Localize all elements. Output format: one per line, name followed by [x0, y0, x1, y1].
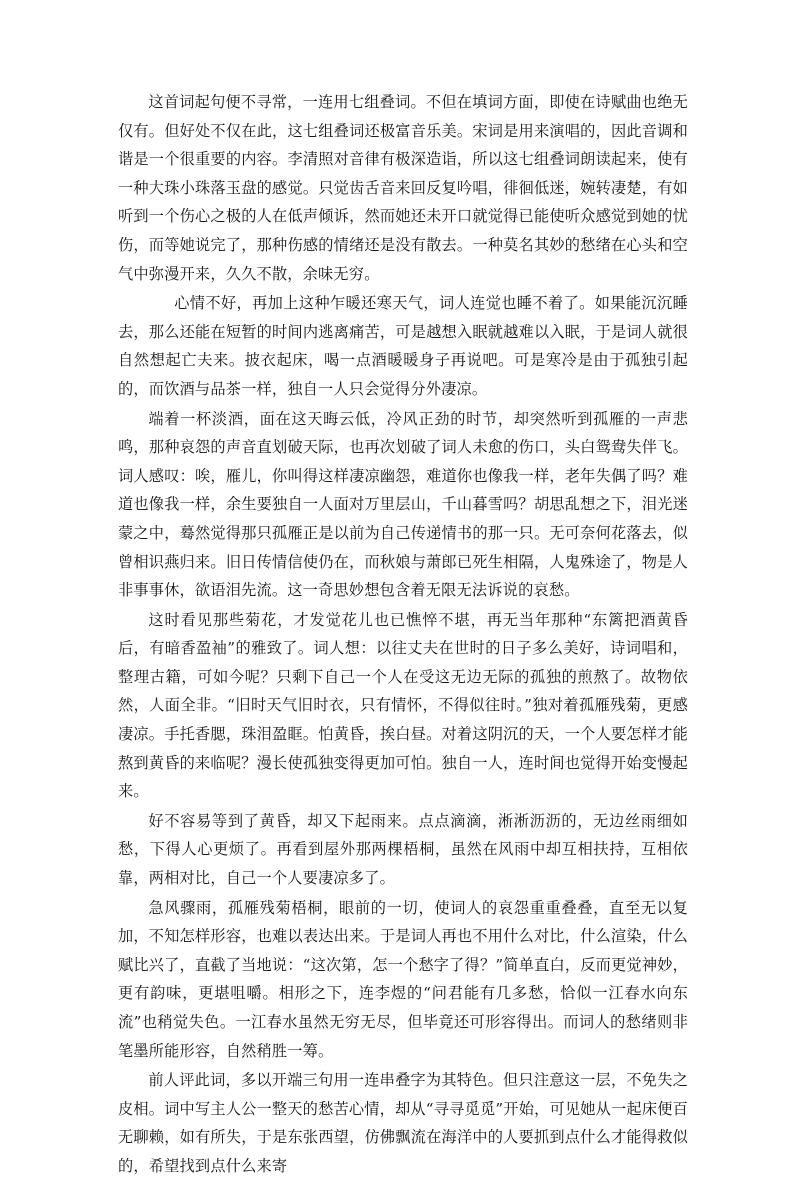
paragraph-5: 好不容易等到了黄昏，却又下起雨来。点点滴滴，淅淅沥沥的，无边丝雨细如愁，下得人心更烦了。再看到屋外那两棵梧桐，虽然在风雨中却互相扶持，互相依靠，两相对比，自己一个人要凄凉多了。 [118, 811, 688, 888]
paragraph-1: 这首词起句便不寻常，一连用七组叠词。不但在填词方面，即使在诗赋曲也绝无仅有。但好处不仅在此，这七组叠词还极富音乐美。宋词是用来演唱的，因此音调和谐是一个很重要的内容。李清照对音律有极深造诣，所以这七组叠词朗读起来，使有一种大珠小珠落玉盘的感觉。只觉齿舌音来回反复吟唱，徘徊低迷，婉转凄楚，有如听到一个伤心之极的人在低声倾诉，然而她还未开口就觉得已能使听众感觉到她的忧伤，而等她说完了，那种伤感的情绪还是没有散去。一种莫名其妙的愁绪在心头和空气中弥漫开来，久久不散，余味无穷。 [118, 93, 688, 283]
paragraph-7: 前人评此词，多以开端三句用一连串叠字为其特色。但只注意这一层，不免失之皮相。词中写主人公一整天的愁苦心情，却从“寻寻觅觅”开始，可见她从一起床便百无聊赖，如有所失，于是东张西望，仿佛飘流在海洋中的人要抓到点什么才能得救似的，希望找到点什么来寄 [118, 1071, 688, 1175]
paragraph-2: 心情不好，再加上这种乍暖还寒天气，词人连觉也睡不着了。如果能沉沉睡去，那么还能在短暂的时间内逃离痛苦，可是越想入眠就越难以入眠，于是词人就很自然想起亡夫来。披衣起床，喝一点酒暖暖身子再说吧。可是寒冷是由于孤独引起的，而饮酒与品茶一样，独自一人只会觉得分外凄凉。 [118, 294, 688, 398]
paragraph-4: 这时看见那些菊花，才发觉花儿也已憔悴不堪，再无当年那种“东篱把酒黄昏后，有暗香盈袖”的雅致了。词人想：以往丈夫在世时的日子多么美好，诗词唱和，整理古籍，可如今呢？只剩下自己一个人在受这无边无际的孤独的煎熬了。故物依然，人面全非。“旧时天气旧时衣，只有情怀，不得似往时。”独对着孤雁残菊，更感凄凉。手托香腮，珠泪盈眶。怕黄昏，挨白昼。对着这阴沉的天，一个人要怎样才能熬到黄昏的来临呢？漫长使孤独变得更加可怕。独自一人，连时间也觉得开始变慢起来。 [118, 610, 688, 801]
paragraph-3: 端着一杯淡酒，面在这天晦云低，冷风正劲的时节，却突然听到孤雁的一声悲鸣，那种哀怨的声音直划破天际，也再次划破了词人未愈的伤口，头白鸳鸯失伴飞。词人感叹：唉，雁儿，你叫得这样凄凉幽怨，难道你也像我一样，老年失偶了吗？难道也像我一样，余生要独自一人面对万里层山，千山暮雪吗？胡思乱想之下，泪光迷蒙之中，蓦然觉得那只孤雁正是以前为自己传递情书的那一只。无可奈何花落去，似曾相识燕归来。旧日传情信使仍在，而秋娘与萧郎已死生相隔，人鬼殊途了，物是人非事事休，欲语泪先流。这一奇思妙想包含着无限无法诉说的哀愁。 [118, 409, 688, 600]
paragraph-6: 急风骤雨，孤雁残菊梧桐，眼前的一切，使词人的哀怨重重叠叠，直至无以复加，不知怎样形容，也难以表达出来。于是词人再也不用什么对比，什么渲染，什么赋比兴了，直截了当地说：“这次第，怎一个愁字了得？”简单直白，反而更觉神妙，更有韵味，更堪咀嚼。相形之下，连李煜的“问君能有几多愁，恰似一江春水向东流”也稍觉失色。一江春水虽然无穷无尽，但毕竟还可形容得出。而词人的愁绪则非笔墨所能形容，自然稍胜一筹。 [118, 898, 688, 1060]
article-body [118, 88, 688, 1181]
